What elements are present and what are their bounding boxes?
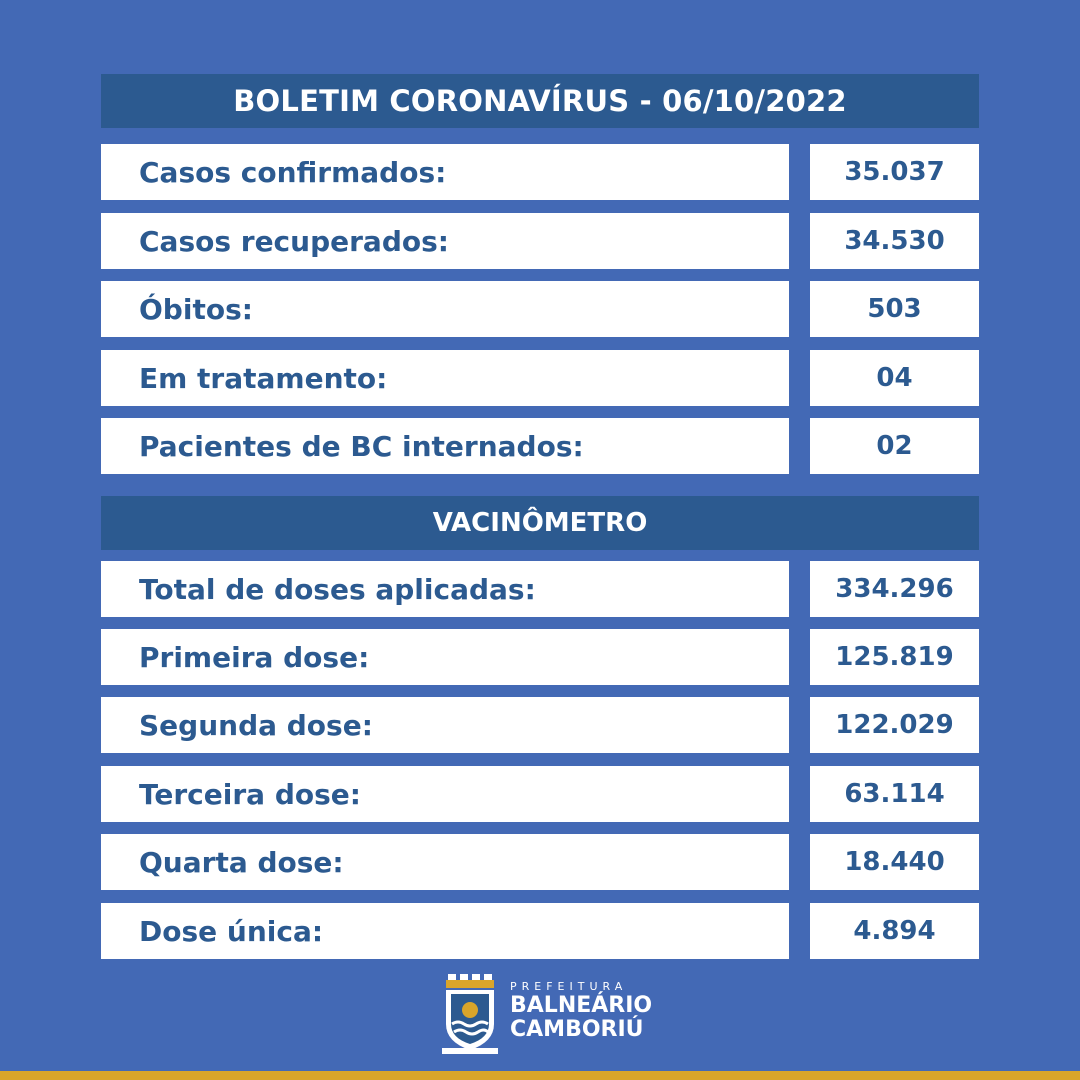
- vaccine-label: Terceira dose:: [101, 766, 789, 822]
- stat-row-recovered: [101, 213, 979, 269]
- vaccine-row-first-dose: [101, 629, 979, 685]
- vaccine-row-total: [101, 561, 979, 617]
- vaccine-label: Primeira dose:: [101, 629, 789, 685]
- vaccine-row-third-dose: [101, 766, 979, 822]
- stat-row-in-treatment: [101, 350, 979, 406]
- stat-value: 503: [810, 281, 979, 337]
- stat-row-hospitalized: [101, 418, 979, 474]
- stat-value: 02: [810, 418, 979, 474]
- city-logo: [442, 972, 652, 1056]
- stat-label: Em tratamento:: [101, 350, 789, 406]
- vaccine-label: Total de doses aplicadas:: [101, 561, 789, 617]
- vaccine-value: 122.029: [810, 697, 979, 753]
- stat-value: 35.037: [810, 144, 979, 200]
- vaccine-section-title: VACINÔMETRO: [101, 496, 979, 550]
- city-name-line2: CAMBORIÚ: [510, 1017, 644, 1042]
- vaccine-row-fourth-dose: [101, 834, 979, 890]
- vaccine-label: Segunda dose:: [101, 697, 789, 753]
- logo-text: [510, 980, 652, 1042]
- stat-value: 04: [810, 350, 979, 406]
- vaccine-label: Dose única:: [101, 903, 789, 959]
- vaccine-value: 334.296: [810, 561, 979, 617]
- footer-stripe: [0, 1071, 1080, 1080]
- stat-label: Óbitos:: [101, 281, 789, 337]
- prefeitura-label: PREFEITURA: [510, 980, 628, 993]
- stat-label: Pacientes de BC internados:: [101, 418, 789, 474]
- stat-label: Casos confirmados:: [101, 144, 789, 200]
- stat-row-deaths: [101, 281, 979, 337]
- bulletin-title: BOLETIM CORONAVÍRUS - 06/10/2022: [101, 74, 979, 128]
- coat-of-arms-icon: [442, 972, 502, 1056]
- stat-value: 34.530: [810, 213, 979, 269]
- vaccine-label: Quarta dose:: [101, 834, 789, 890]
- vaccine-value: 4.894: [810, 903, 979, 959]
- vaccine-row-single-dose: [101, 903, 979, 959]
- vaccine-value: 125.819: [810, 629, 979, 685]
- vaccine-value: 63.114: [810, 766, 979, 822]
- city-name-line1: BALNEÁRIO: [510, 993, 653, 1018]
- vaccine-row-second-dose: [101, 697, 979, 753]
- stat-row-confirmed: [101, 144, 979, 200]
- stat-label: Casos recuperados:: [101, 213, 789, 269]
- vaccine-value: 18.440: [810, 834, 979, 890]
